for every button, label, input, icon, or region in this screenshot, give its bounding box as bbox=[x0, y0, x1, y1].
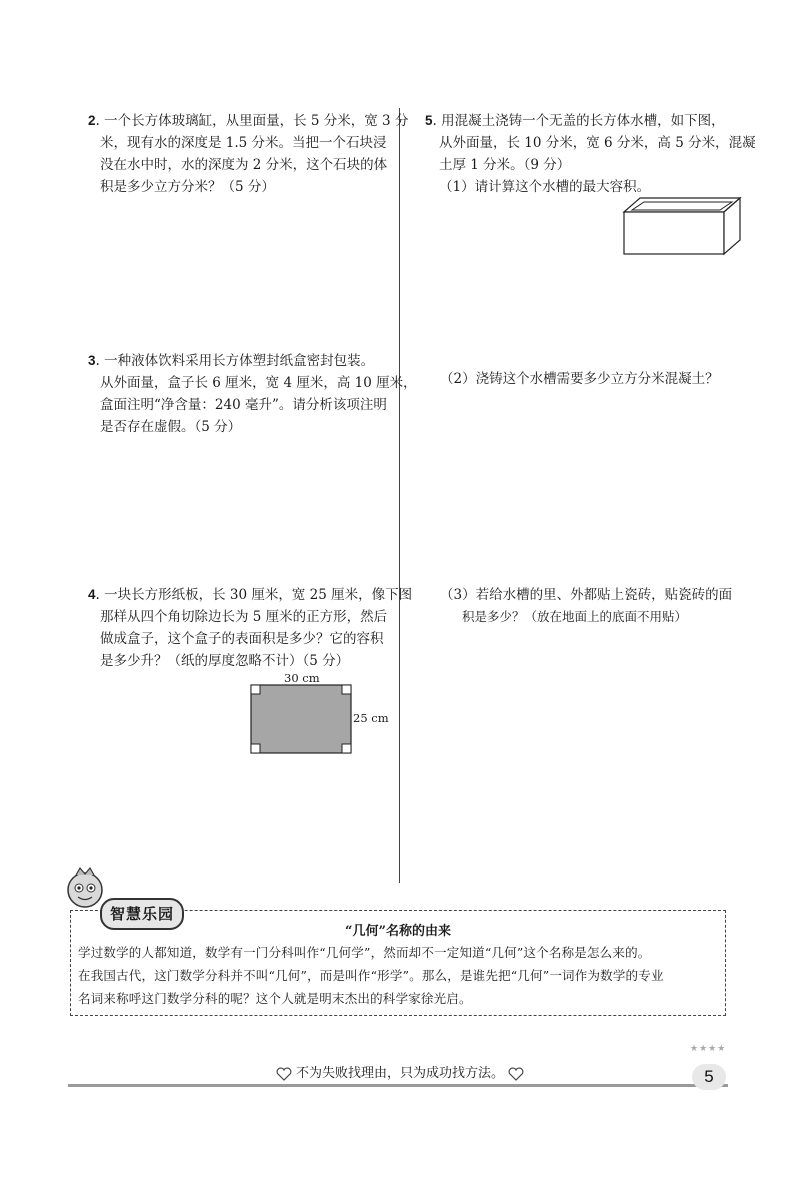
question-3-line: 是否存在虚假。（5 分） bbox=[100, 419, 242, 435]
corner-square-bl bbox=[251, 744, 260, 753]
figure-width-label: 30 cm bbox=[284, 671, 320, 685]
question-number: 3 bbox=[88, 353, 96, 368]
question-number: 4 bbox=[88, 587, 96, 602]
question-text: . 用混凝土浇铸一个无盖的长方体水槽，如下图， bbox=[432, 113, 725, 129]
wisdom-line: 在我国古代，这门数学分科并不叫“几何”，而是叫作“形学”。那么，是谁先把“几何”一词作为数学的专业 bbox=[78, 968, 664, 983]
question-5-sub1: （1）请计算这个水槽的最大容积。 bbox=[439, 179, 651, 195]
question-2-line: 积是多少立方分米？（5 分） bbox=[100, 179, 275, 195]
question-text: . 一个长方体玻璃缸，从里面量，长 5 分米，宽 3 分 bbox=[95, 113, 409, 129]
question-4-line: 做成盒子，这个盒子的表面积是多少？它的容积 bbox=[100, 631, 384, 647]
figure-height-label: 25 cm bbox=[353, 711, 389, 725]
question-text: . 一块长方形纸板，长 30 厘米，宽 25 厘米，像下图 bbox=[95, 587, 413, 603]
page-number: 5 bbox=[692, 1064, 726, 1090]
question-5 bbox=[425, 110, 756, 198]
question-3 bbox=[88, 350, 417, 438]
cardboard-rect bbox=[251, 685, 351, 753]
corner-square-tr bbox=[342, 685, 351, 694]
question-4 bbox=[88, 584, 412, 672]
question-5-sub2: （2）浇铸这个水槽需要多少立方分米混凝土？ bbox=[440, 371, 719, 387]
corner-square-br bbox=[342, 744, 351, 753]
question-5-sub3-line: 积是多少？（放在地面上的底面不用贴） bbox=[462, 609, 688, 624]
footer-motto bbox=[0, 1062, 800, 1081]
question-4-line bbox=[88, 584, 412, 606]
footer-rule bbox=[68, 1084, 728, 1087]
question-2-line: 没在水中时，水的深度为 2 分米，这个石块的体 bbox=[100, 157, 388, 173]
motto-text: 不为失败找理由，只为成功找方法。 bbox=[295, 1066, 504, 1081]
question-2-line bbox=[88, 110, 408, 132]
wisdom-subtitle: “几何”名称的由来 bbox=[345, 924, 451, 939]
question-3-line bbox=[88, 350, 417, 372]
corner-square-tl bbox=[251, 685, 260, 694]
heart-icon bbox=[276, 1067, 292, 1081]
question-5-part-2 bbox=[440, 368, 719, 390]
decorative-stars-icon: ★★★★ bbox=[690, 1044, 727, 1054]
question-text: . 一种液体饮料采用长方体塑封纸盒密封包装。 bbox=[95, 353, 375, 369]
question-2-line: 米，现有水的深度是 1.5 分米。当把一个石块浸 bbox=[100, 135, 387, 151]
question-5-part-3 bbox=[440, 584, 732, 628]
heart-icon bbox=[508, 1067, 524, 1081]
question-number: 5 bbox=[425, 113, 433, 128]
question-5-line: 土厚 1 分米。（9 分） bbox=[439, 157, 571, 173]
question-4-line: 那样从四个角切除边长为 5 厘米的正方形，然后 bbox=[100, 609, 388, 625]
trough-front bbox=[624, 212, 724, 254]
question-3-line: 盒面注明“净含量：240 毫升”。请分析该项注明 bbox=[100, 397, 387, 413]
question-number: 2 bbox=[88, 113, 96, 128]
wisdom-title: 智慧乐园 bbox=[100, 898, 184, 930]
cardboard-figure bbox=[250, 684, 354, 756]
question-5-line bbox=[425, 110, 756, 132]
column-divider bbox=[399, 108, 400, 883]
question-5-sub3-line: （3）若给水槽的里、外都贴上瓷砖，贴瓷砖的面 bbox=[440, 587, 733, 603]
water-trough-figure bbox=[620, 196, 744, 258]
wisdom-line: 名词来称呼这门数学分科的呢？这个人就是明末杰出的科学家徐光启。 bbox=[78, 991, 472, 1006]
trough-opening bbox=[632, 202, 732, 210]
question-5-line: 从外面量，长 10 分米，宽 6 分米，高 5 分米，混凝 bbox=[439, 135, 756, 151]
wisdom-line: 学过数学的人都知道，数学有一门分科叫作“几何学”，然而却不一定知道“几何”这个名称是怎么来的。 bbox=[78, 945, 651, 960]
question-2 bbox=[88, 110, 408, 198]
question-4-line: 是多少升？（纸的厚度忽略不计）（5 分） bbox=[100, 653, 350, 669]
question-3-line: 从外面量，盒子长 6 厘米，宽 4 厘米，高 10 厘米， bbox=[100, 375, 417, 391]
